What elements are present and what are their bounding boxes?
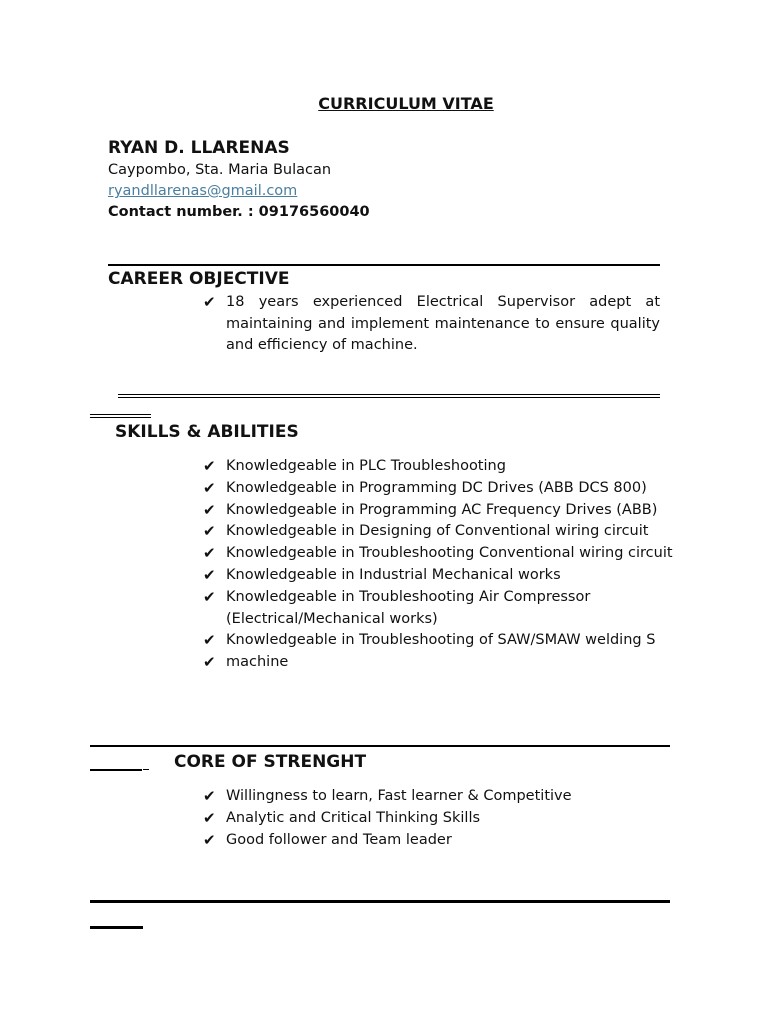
core-strength-heading: CORE OF STRENGHT xyxy=(174,752,367,772)
divider xyxy=(118,397,660,398)
candidate-name: RYAN D. LLARENAS xyxy=(108,138,290,158)
email-link[interactable]: ryandllarenas@gmail.com xyxy=(108,183,298,199)
checkmark-icon: ✔ xyxy=(203,293,216,311)
checkmark-icon: ✔ xyxy=(203,830,216,849)
list-item-text: Knowledgeable in PLC Troubleshooting xyxy=(226,458,506,474)
skills-list xyxy=(200,456,696,674)
divider xyxy=(108,264,660,266)
checkmark-icon: ✔ xyxy=(203,587,216,606)
checkmark-icon: ✔ xyxy=(203,631,216,650)
list-item xyxy=(200,786,572,808)
divider xyxy=(118,394,660,395)
list-item xyxy=(200,565,696,587)
list-item xyxy=(200,652,696,674)
list-item xyxy=(200,830,572,852)
skills-heading: SKILLS & ABILITIES xyxy=(115,422,299,442)
list-item-text: Knowledgeable in Industrial Mechanical works xyxy=(226,566,561,583)
list-item xyxy=(200,478,696,500)
list-item-text: Analytic and Critical Thinking Skills xyxy=(226,809,481,826)
divider xyxy=(143,769,149,770)
list-item xyxy=(200,521,696,543)
contact-number: Contact number. : 09176560040 xyxy=(108,204,370,220)
document-title: CURRICULUM VITAE xyxy=(318,94,494,113)
list-item-text: Good follower and Team leader xyxy=(226,831,452,848)
list-item xyxy=(200,808,572,830)
career-objective-text: 18 years experienced Electrical Supervisor adept at maintaining and implement maintenance to ensure quality and efficiency of machine. xyxy=(226,294,660,353)
checkmark-icon: ✔ xyxy=(203,565,216,584)
checkmark-icon: ✔ xyxy=(203,653,216,672)
checkmark-icon: ✔ xyxy=(203,500,216,519)
list-item xyxy=(200,587,696,631)
career-objective-list xyxy=(200,292,660,357)
list-item-text: Knowledgeable in Programming AC Frequency Drives (ABB) xyxy=(226,501,658,518)
divider xyxy=(90,417,151,418)
divider xyxy=(90,745,670,747)
checkmark-icon: ✔ xyxy=(203,457,216,475)
divider xyxy=(90,900,670,903)
checkmark-icon: ✔ xyxy=(203,787,216,805)
address: Caypombo, Sta. Maria Bulacan xyxy=(108,162,332,178)
list-item-text: Knowledgeable in Troubleshooting Conventional wiring circuit xyxy=(226,545,673,562)
list-item-text: Knowledgeable in Designing of Conventional wiring circuit xyxy=(226,523,649,540)
career-objective-heading: CAREER OBJECTIVE xyxy=(108,269,290,289)
divider xyxy=(90,769,142,771)
divider xyxy=(90,414,151,415)
list-item xyxy=(200,292,660,357)
checkmark-icon: ✔ xyxy=(203,522,216,541)
list-item-text: Willingness to learn, Fast learner & Competitive xyxy=(226,788,572,804)
divider xyxy=(90,926,143,929)
list-item-text: Knowledgeable in Troubleshooting Air Compressor (Electrical/Mechanical works) xyxy=(226,588,591,627)
list-item-text: Knowledgeable in Programming DC Drives (ABB DCS 800) xyxy=(226,479,647,496)
list-item xyxy=(200,543,696,565)
core-strength-list xyxy=(200,786,572,851)
list-item xyxy=(200,456,696,478)
list-item-text: machine xyxy=(226,654,289,671)
list-item xyxy=(200,630,696,652)
list-item-text: Knowledgeable in Troubleshooting of SAW/SMAW welding S xyxy=(226,632,656,649)
checkmark-icon: ✔ xyxy=(203,478,216,497)
checkmark-icon: ✔ xyxy=(203,808,216,827)
list-item xyxy=(200,500,696,522)
checkmark-icon: ✔ xyxy=(203,544,216,563)
